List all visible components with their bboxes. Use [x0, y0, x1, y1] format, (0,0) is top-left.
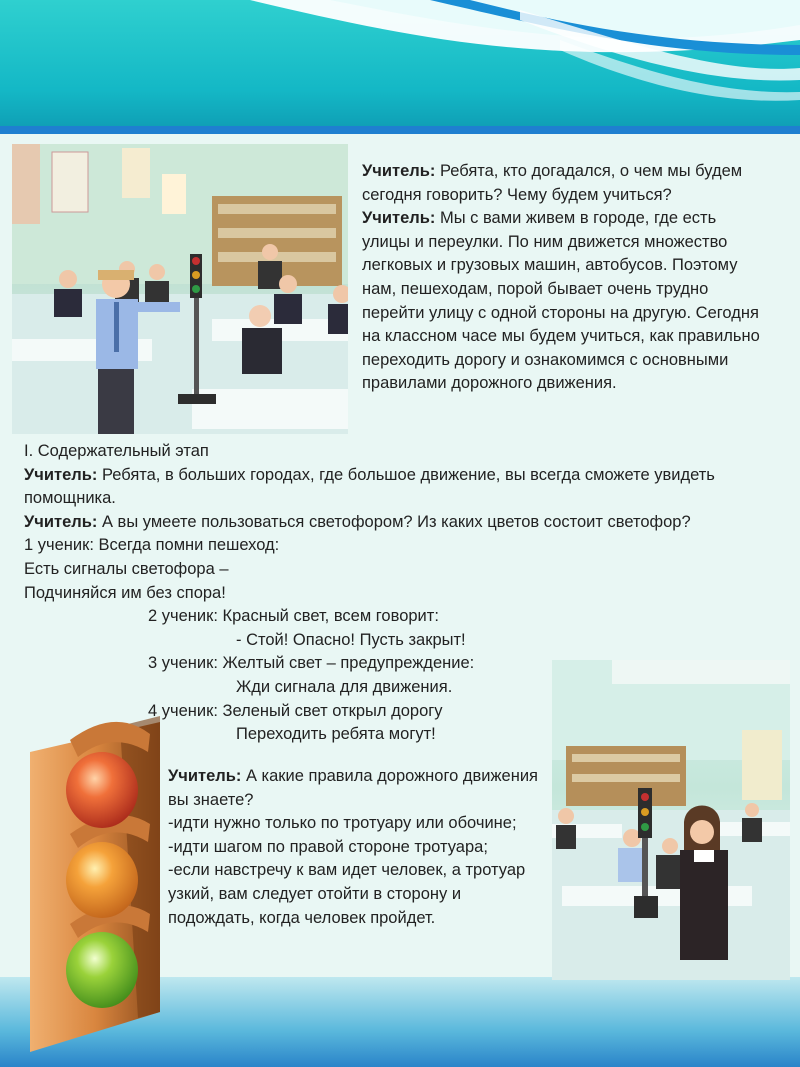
header-divider [0, 126, 800, 134]
section-title: I. Содержательный этап [24, 442, 209, 460]
dialog-question-1: Учитель: Ребята, в больших городах, где большое движение, вы всегда сможете увидеть помощника. [24, 465, 715, 508]
classroom-photo-top [12, 144, 348, 434]
poem-line: Есть сигналы светофора – [24, 559, 229, 578]
rule-item: -если навстречу к вам идет человек, а тротуар узкий, вам следует отойти в сторону и подождать, когда человек пройдет. [168, 861, 526, 927]
intro-paragraph-2: Мы с вами живем в городе, где есть улицы и переулки. По ним движется множество легковых и грузовых машин, автобусов. Поэтому нам, пешеходам, порой бывает очень трудно перейти улицу с одной стороны на другую. Сегодня на классном часе мы будем учиться, как правильно переходить дорогу и ознакомимся с основными правилами дорожного движения. [362, 209, 760, 393]
poem-line: Жди сигнала для движения. [236, 677, 453, 696]
rule-item: -идти нужно только по тротуару или обочине; [168, 814, 517, 833]
rules-question: А какие правила дорожного движения вы знаете? [168, 767, 538, 809]
header-band [0, 0, 800, 128]
poem-line: Подчиняйся им без спора! [24, 583, 226, 602]
poem-line: Переходить ребята могут! [236, 725, 436, 744]
poem-line: 4 ученик: Зеленый свет открыл дорогу [148, 701, 443, 720]
speaker-label: Учитель: [362, 209, 436, 228]
intro-text [362, 160, 762, 396]
speaker-label: Учитель: [168, 767, 242, 785]
speaker-label: Учитель: [24, 465, 98, 484]
rules-text [168, 765, 548, 930]
poem-line: 1 ученик: Всегда помни пешеход: [24, 536, 280, 555]
poem-line: 3 ученик: Желтый свет – предупреждение: [148, 654, 475, 673]
poem-line: - Стой! Опасно! Пусть закрыт! [236, 630, 466, 649]
speaker-label: Учитель: [362, 162, 436, 180]
poem-line: 2 ученик: Красный свет, всем говорит: [148, 607, 439, 626]
speaker-label: Учитель: [24, 512, 98, 531]
header-wave-decoration [0, 0, 800, 128]
traffic-light-illustration [20, 712, 170, 1052]
dialog-question-2: Учитель: А вы умеете пользоваться светофором? Из каких цветов состоит светофор? [24, 512, 691, 531]
intro-paragraph-1: Ребята, кто догадался, о чем мы будем сегодня говорить? Чему будем учиться? [362, 162, 743, 204]
rule-item: -идти шагом по правой стороне тротуара; [168, 837, 488, 856]
dialog-text [24, 440, 744, 747]
